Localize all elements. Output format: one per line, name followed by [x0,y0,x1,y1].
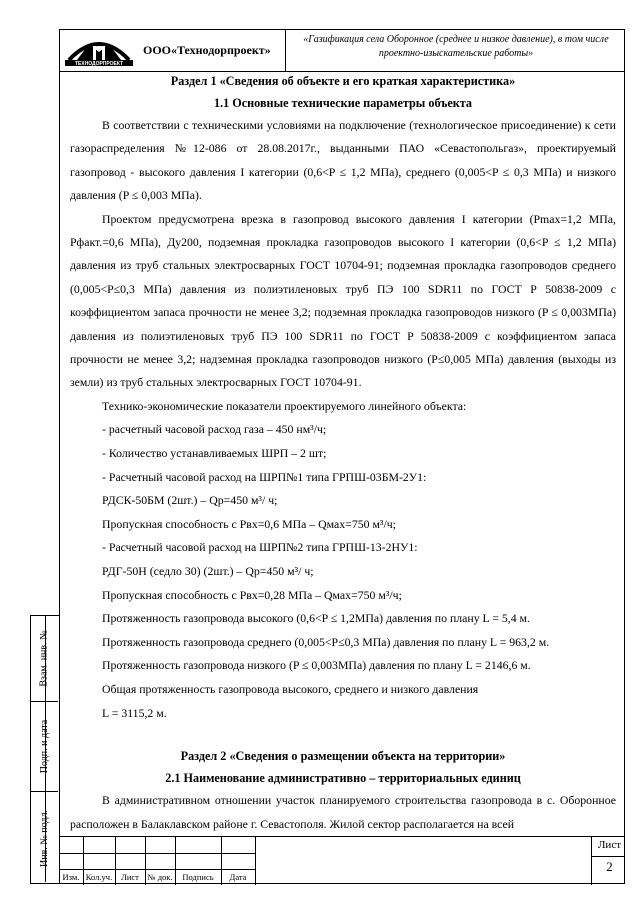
indicator-line: Пропускная способность с Pвх=0,28 МПа – Qмах=750 м³/ч; [102,587,402,602]
section-1-paragraph-1: В соответствии с техническими условиями на подключение (технологическое присоединение) к сети газораспределения №12-086 от 28.08.2017г., выданными ПАО «Севастопольгаз», проектируемый газопровод - высокого давления I категории (0,6<P ≤ 1,2 МПа), среднего (0,005<P ≤ 0,3 МПа) и низкого давления (P ≤ 0,003 МПа). [70,118,616,203]
indicator-line: - Расчетный часовой расход на ШРП№2 типа ГРПШ-13-2НУ1: [102,540,418,555]
document-body [70,70,616,836]
header-divider [285,29,286,71]
indicator-line: - расчетный часовой расход газа – 450 нм³/ч; [102,422,327,437]
sheet-label: Лист [597,839,622,851]
title-block-caption: № док. [147,872,173,882]
indicator-line: РДСК-50БМ (2шт.) – Qр=450 м³/ ч; [102,493,278,508]
title-block-caption: Дата [229,872,247,882]
title-block-caption: Изм. [62,872,80,882]
indicator-line: Протяженность газопровода высокого (0,6<P ≤ 1,2МПа) давления по плану L = 5,4 м. [102,611,530,626]
title-block-caption: Подпись [182,872,214,882]
indicator-line: Пропускная способность с Pвх=0,6 МПа – Qмах=750 м³/ч; [102,516,396,531]
section-2-paragraph-1: В административном отношении участок планируемого строительства газопровода в с. Оборонное расположен в Балаклавском районе г. Севастополя. Жилой сектор располагается на всей [70,793,616,831]
indicator-line: - Расчетный часовой расход на ШРП№1 типа ГРПШ-03БМ-2У1: [102,469,427,484]
sheet-number: 2 [606,859,613,874]
header-stamp [59,29,625,72]
project-name: «Газификация села Оборонное (среднее и низкое давление), в том числе проектно-изыскательские работы» [303,34,609,59]
indicator-line: Общая протяженность газопровода высокого, среднего и низкого давления [102,682,479,696]
side-stamp [30,615,59,884]
side-stamp-label: Подп. и дата [39,719,50,774]
title-block-caption: Кол.уч. [85,872,113,882]
section-2-title: Раздел 2 «Сведения о размещении объекта на территории» [180,749,506,764]
indicator-line: L = 3115,2 м. [102,705,167,720]
section-1-paragraph-2: Проектом предусмотрена врезка в газопровод высокого давления I категории (Pmax=1,2 МПа, Pфакт.=0,6 МПа), Ду200, подземная прокладка газопроводов высокого I категории (0,6<P ≤ 1,2 МПа) давления из труб стальных электросварных ГОСТ 10704-91; подземная прокладка газопроводов среднего (0,005<P≤0,3 МПа) давления из полиэтиленовых труб ПЭ 100 SDR11 по ГОСТ Р 50838-2009 с коэффициентом запаса прочности не менее 3,2; подземная прокладка газопроводов низкого (P ≤ 0,003МПа) давления из полиэтиленовых труб ПЭ 100 SDR11 по ГОСТ Р 50838-2009 с коэффициентом запаса прочности не менее 3,2; надземная прокладка газопроводов низкого (P≤0,005 МПа) давления (выходы из земли) из труб стальных электросварных ГОСТ 10704-91. [70,211,616,390]
indicator-line: РДГ-50Н (седло 30) (2шт.) – Qр=450 м³/ ч; [102,564,314,579]
title-block-caption: Лист [121,872,139,882]
company-logo [63,32,135,68]
indicator-line: - Количество устанавливаемых ШРП – 2 шт; [102,446,327,461]
indicators-list [70,395,616,725]
indicator-line: Технико-экономические показатели проектируемого линейного объекта: [102,398,467,413]
indicator-line: Протяженность газопровода низкого (P ≤ 0,003МПа) давления по плану L = 2146,6 м. [102,658,531,673]
logo-text: ТЕХНОДОРПРОЕКТ [74,61,124,67]
indicator-line: Протяженность газопровода среднего (0,005<P≤0,3 МПа) давления по плану L = 963,2 м. [102,634,550,649]
title-block [59,836,625,884]
company-name: ООО«Технодорпроект» [143,43,271,57]
section-1-subtitle: 1.1 Основные технические параметры объекта [213,96,472,110]
section-1-title: Раздел 1 «Сведения об объекте и его краткая характеристика» [170,74,516,88]
side-stamp-label: Инв. № подл. [39,809,51,867]
side-stamp-label: Взам. инв. № [39,630,51,687]
section-2-subtitle: 2.1 Наименование административно – территориальных единиц [165,771,521,786]
